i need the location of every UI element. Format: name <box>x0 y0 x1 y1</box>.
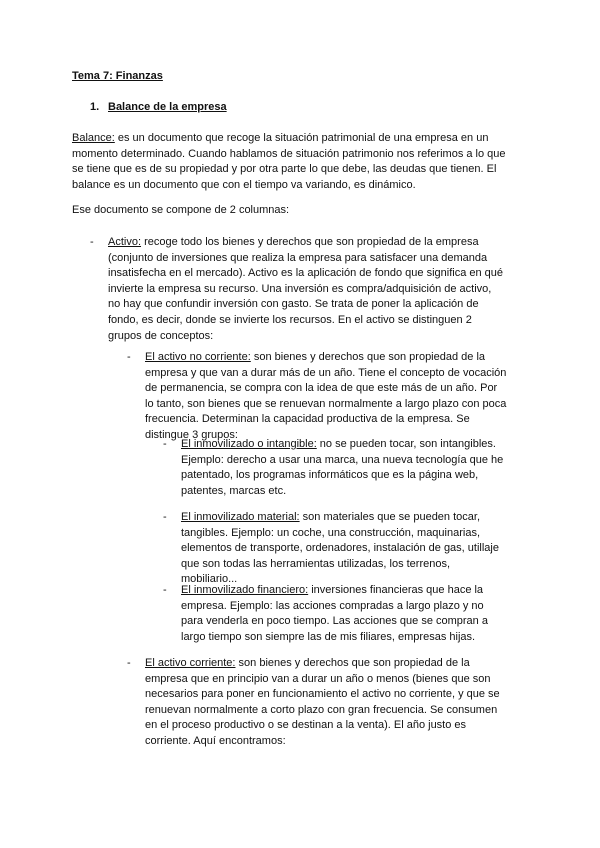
bullet-dash: - <box>127 657 131 669</box>
bullet-dash: - <box>163 438 167 450</box>
section-heading <box>90 100 227 116</box>
bullet-dash: - <box>127 351 131 363</box>
section-title: Balance de la empresa <box>108 101 227 113</box>
corriente-paragraph <box>145 656 507 750</box>
financiero-text: inversiones financieras que hace la empresa. Ejemplo: las acciones compradas a largo plazo y no para venderla en poco tiempo. Las acciones que se compran a largo tiempo son siempre las de mis filiares, empresas hijas. <box>181 584 488 643</box>
material-text: son materiales que se pueden tocar, tangibles. Ejemplo: un coche, una construcción, maquinarias, elementos de transporte, ordenadores, instalación de gas, utillaje que son todas las herramientas utilizadas, los terrenos, mobiliario... <box>181 511 499 586</box>
bullet-dash: - <box>163 584 167 596</box>
balance-term: Balance: <box>72 132 115 144</box>
columns-paragraph: Ese documento se compone de 2 columnas: <box>72 204 290 216</box>
corriente-term: El activo corriente: <box>145 657 236 669</box>
list-item-material <box>163 510 504 588</box>
balance-text: es un documento que recoge la situación patrimonial de una empresa en un momento determinado. Cuando hablamos de situación patrimonio nos referimos a lo que se tiene que es de su propiedad y por otra parte lo que debe, las deudas que tienen. El balance es un documento que con el tiempo va variando, es dinámico. <box>72 132 506 191</box>
financiero-paragraph <box>181 583 504 645</box>
list-item-corriente <box>127 656 507 750</box>
no-corriente-text: son bienes y derechos que son propiedad de la empresa y que van a durar más de un año. Tiene el concepto de vocación de permanencia, se compra con la idea de que este más de un año. Por lo tanto, son bienes que se renuevan normalmente a largo plazo con poca frecuencia. Determinan la capacidad productiva de la empresa. Se distingue 3 grupos: <box>145 351 507 441</box>
bullet-dash: - <box>163 511 167 523</box>
intangible-paragraph <box>181 437 504 499</box>
material-term: El inmovilizado material: <box>181 511 300 523</box>
no-corriente-paragraph <box>145 350 507 444</box>
list-item-financiero <box>163 583 504 645</box>
activo-text: recoge todo los bienes y derechos que son propiedad de la empresa (conjunto de inversiones que realiza la empresa para satisfacer una demanda insatisfecha en el mercado). Activo es la aplicación de fondo que significa en qué invierte la empresa su recurso. Una inversión es compra/adquisición de activo, no hay que confundir inversión con gasto. Se trata de poner la aplicación de fondo, es decir, donde se invierte los recursos. En el activo se distinguen 2 grupos de conceptos: <box>108 236 504 342</box>
no-corriente-term: El activo no corriente: <box>145 351 251 363</box>
intangible-text: no se pueden tocar, son intangibles. Ejemplo: derecho a usar una marca, una nueva tecnología que he patentado, los programas informáticos que es la página web, patentes, marcas etc. <box>181 438 504 497</box>
document-title: Tema 7: Finanzas <box>72 70 163 82</box>
activo-term: Activo: <box>108 236 142 248</box>
bullet-dash: - <box>90 236 94 248</box>
activo-paragraph <box>108 235 506 344</box>
intangible-term: El inmovilizado o intangible: <box>181 438 317 450</box>
material-paragraph <box>181 510 504 588</box>
balance-paragraph <box>72 131 512 193</box>
list-item-activo <box>90 235 506 344</box>
section-number: 1. <box>90 101 100 113</box>
list-item-no-corriente <box>127 350 507 444</box>
corriente-text: son bienes y derechos que son propiedad de la empresa que en principio van a durar un año o menos (bienes que son necesarios para poner en funcionamiento el activo no corriente, y que se renuevan normalmente a corto plazo con gran frecuencia. Se consumen en el proceso productivo o se destinan a la venta). El año justo es corriente. Aquí encontramos: <box>145 657 500 747</box>
financiero-term: El inmovilizado financiero: <box>181 584 309 596</box>
list-item-intangible <box>163 437 504 499</box>
